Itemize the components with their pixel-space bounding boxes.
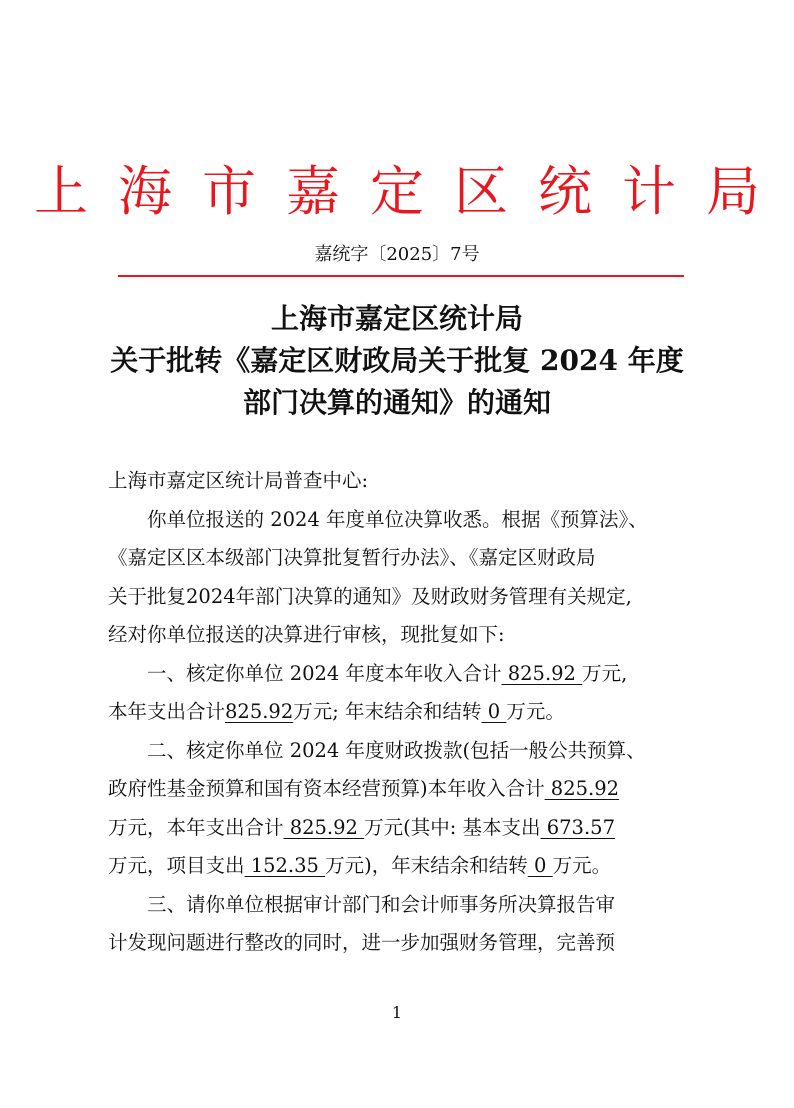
paragraph-one-line <box>108 655 678 694</box>
text-fragment: 万元，项目支出 <box>108 854 245 877</box>
text-fragment: 一、核定你单位 2024 年度本年收入合计 <box>147 661 502 685</box>
text-fragment: 万元; 年末结余和结转 <box>293 700 482 723</box>
title-line-1: 上海市嘉定区统计局 <box>270 302 523 335</box>
paragraph-three-line: 三、请你单位根据审计部门和会计师事务所决算报告审 <box>147 892 616 916</box>
paragraph-two-line: 二、核定你单位 2024 年度财政拨款(包括一般公共预算、 <box>147 738 646 762</box>
amount-value: 825.92 <box>283 815 365 839</box>
text-fragment: 本年支出合计 <box>108 700 226 723</box>
title-line-2: 关于批转《嘉定区财政局关于批复 2024 年度 <box>110 344 684 377</box>
amount-value: 825.92 <box>501 661 583 685</box>
paragraph-one-line <box>108 693 678 732</box>
amount-value: 152.35 <box>244 854 326 877</box>
paragraph-intro-line: 关于批复2024年部门决算的通知》及财政财务管理有关规定, <box>108 584 632 608</box>
amount-value: 673.57 <box>540 815 615 839</box>
paragraph-intro-line: 《嘉定区区本级部门决算批复暂行办法》、《嘉定区财政局 <box>108 546 596 569</box>
paragraph-two-line <box>108 847 678 886</box>
amount-value: 825.92 <box>225 700 294 723</box>
paragraph-intro-line: 你单位报送的 2024 年度单位决算收悉。根据《预算法》、 <box>147 507 648 531</box>
text-fragment: 万元。 <box>552 854 612 877</box>
text-fragment: 万元)，年末结余和结转 <box>325 854 528 877</box>
paragraph-two-line <box>108 809 678 848</box>
issuing-org-header: 上海市嘉定区统计局 <box>34 160 790 223</box>
title-line-3: 部门决算的通知》的通知 <box>242 386 551 419</box>
amount-value: 825.92 <box>544 777 620 800</box>
addressee: 上海市嘉定区统计局普查中心: <box>108 469 369 492</box>
document-title <box>0 298 794 424</box>
paragraph-three-line: 计发现问题进行整改的同时，进一步加强财务管理，完善预 <box>108 931 616 954</box>
red-divider-line <box>118 275 684 277</box>
amount-value: 0 <box>481 700 507 723</box>
document-number: 嘉统字〔2025〕7号 <box>314 244 480 265</box>
amount-value: 0 <box>527 854 553 877</box>
paragraph-two-line <box>108 770 678 809</box>
text-fragment: 万元, <box>582 661 628 685</box>
text-fragment: 万元。 <box>506 700 565 723</box>
paragraph-intro-line: 经对你单位报送的决算进行审核，现批复如下: <box>108 623 505 646</box>
page-number: 1 <box>391 1003 403 1022</box>
document-body <box>108 462 678 963</box>
text-fragment: 万元，本年支出合计 <box>108 815 284 839</box>
text-fragment: 政府性基金预算和国有资本经营预算)本年收入合计 <box>108 777 545 800</box>
text-fragment: 万元(其中: 基本支出 <box>364 815 541 839</box>
